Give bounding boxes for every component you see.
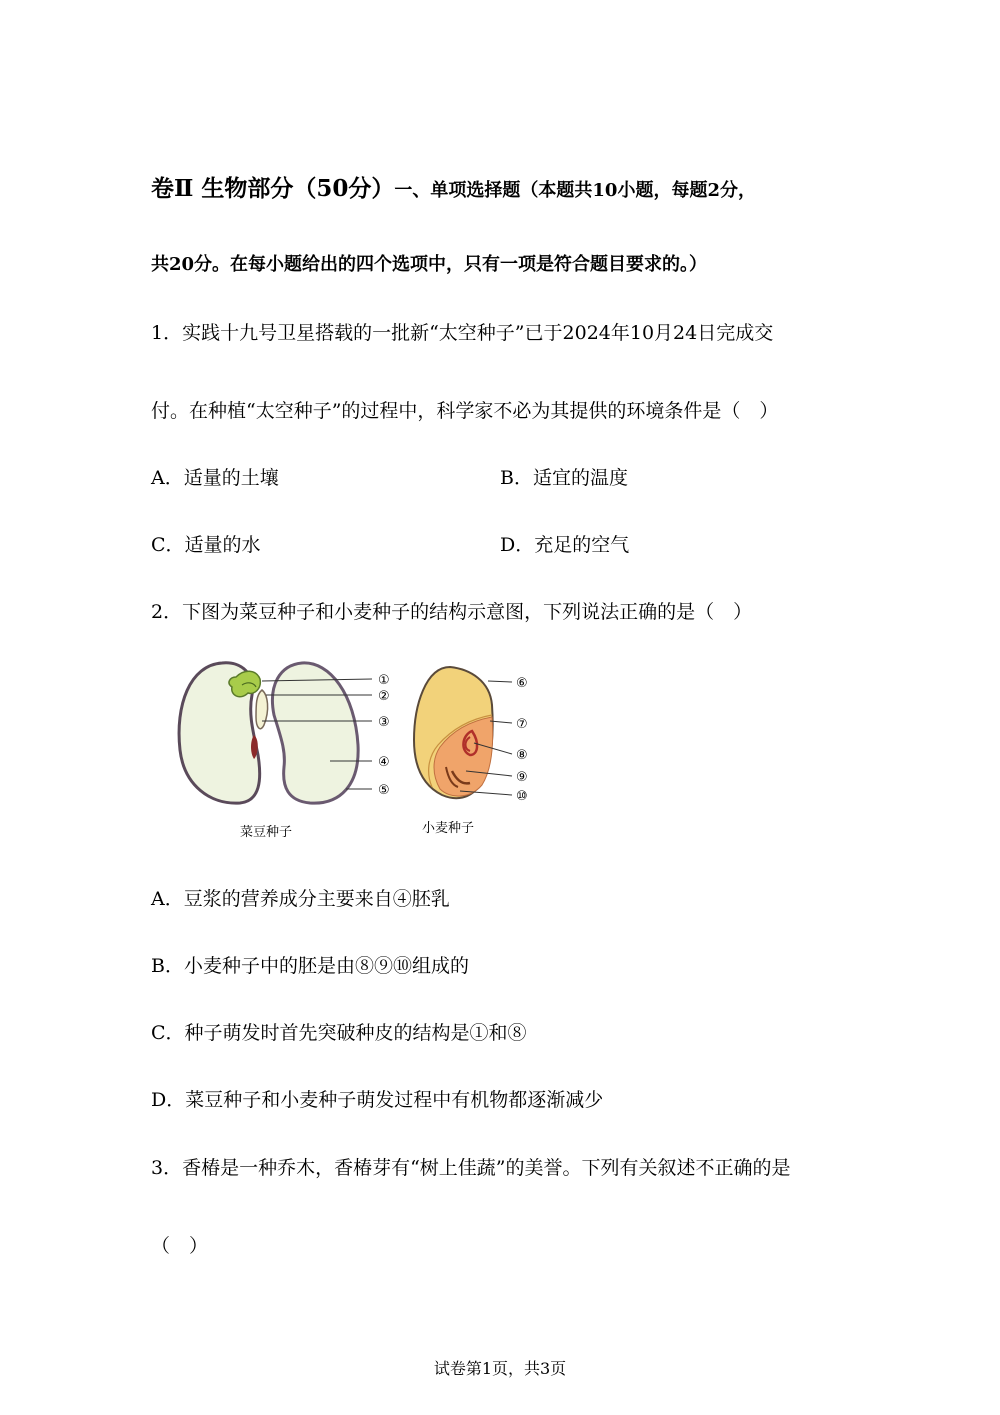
question-1-option-b: B．适宜的温度 xyxy=(500,467,628,489)
figure-label-7: ⑦ xyxy=(516,717,528,732)
figure-label-5: ⑤ xyxy=(378,783,390,798)
question-3-stem-line2: （ ） xyxy=(151,1235,209,1257)
bean-radicle xyxy=(256,690,268,729)
question-2-option-d: D．菜豆种子和小麦种子萌发过程中有机物都逐渐减少 xyxy=(151,1089,604,1111)
figure-label-10: ⑩ xyxy=(516,789,528,804)
question-1-stem-line1: 1．实践十九号卫星搭载的一批新“太空种子”已于2024年10月24日完成交 xyxy=(151,322,774,344)
question-3-stem-line1: 3．香椿是一种乔木，香椿芽有“树上佳蔬”的美誉。下列有关叙述不正确的是 xyxy=(151,1157,791,1179)
section-title: 卷Ⅱ 生物部分（50分） xyxy=(151,175,395,202)
figure-label-4: ④ xyxy=(378,755,390,770)
figure-label-2: ② xyxy=(378,689,390,704)
bean-right-cotyledon xyxy=(272,663,358,803)
page-footer: 试卷第1页，共3页 xyxy=(433,1359,567,1378)
question-2-option-c: C．种子萌发时首先突破种皮的结构是①和⑧ xyxy=(151,1022,527,1044)
question-1-option-d: D．充足的空气 xyxy=(500,534,630,556)
section-subtitle-part1: 一、单项选择题（本题共10小题，每题2分， xyxy=(394,180,756,201)
wheat-seed-caption: 小麦种子 xyxy=(422,821,475,836)
section-heading xyxy=(151,170,756,203)
figure-label-3: ③ xyxy=(378,715,390,730)
seed-structure-figure xyxy=(170,655,550,845)
question-1-stem-line2: 付。在种植“太空种子”的过程中，科学家不必为其提供的环境条件是（ ） xyxy=(151,400,779,422)
question-2-option-b: B．小麦种子中的胚是由⑧⑨⑩组成的 xyxy=(151,955,469,977)
question-2-stem: 2．下图为菜豆种子和小麦种子的结构示意图，下列说法正确的是（ ） xyxy=(151,601,753,623)
seed-structure-svg xyxy=(170,655,550,845)
section-subtitle-part2: 共20分。在每小题给出的四个选项中，只有一项是符合题目要求的。） xyxy=(151,254,708,275)
figure-label-9: ⑨ xyxy=(516,770,528,785)
question-1-option-a: A．适量的土壤 xyxy=(151,467,279,489)
question-2-option-a: A．豆浆的营养成分主要来自④胚乳 xyxy=(151,888,450,910)
bean-seed-caption: 菜豆种子 xyxy=(240,825,293,840)
question-1-option-c: C．适量的水 xyxy=(151,534,261,556)
figure-label-6: ⑥ xyxy=(516,676,528,691)
figure-label-8: ⑧ xyxy=(516,748,528,763)
figure-label-1: ① xyxy=(378,673,390,688)
